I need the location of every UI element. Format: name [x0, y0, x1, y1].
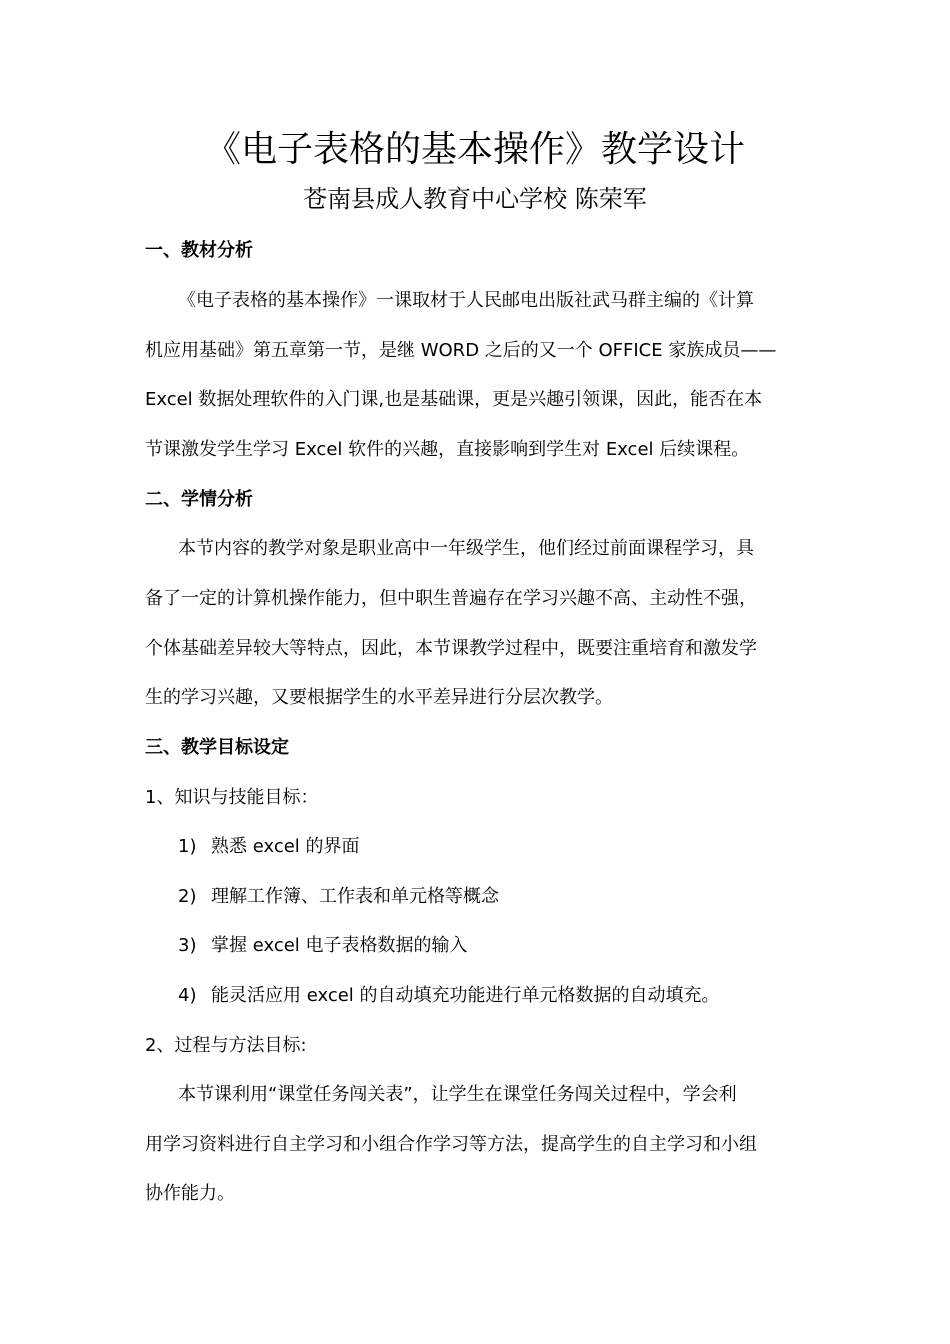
section-heading-textbook-analysis: 一、教材分析 [145, 240, 253, 261]
document-title: 《电子表格的基本操作》教学设计 [204, 129, 745, 170]
paragraph-line: 机应用基础》第五章第一节，是继 WORD 之后的又一个 OFFICE 家族成员—— [145, 340, 777, 361]
paragraph-line: 节课激发学生学习 Excel 软件的兴趣，直接影响到学生对 Excel 后续课程。 [145, 439, 750, 460]
list-item-text: 熟悉 excel 的界面 [211, 836, 360, 857]
list-item [178, 834, 360, 860]
paragraph-line: 本节课利用“课堂任务闯关表”，让学生在课堂任务闯关过程中，学会利 [178, 1084, 737, 1105]
list-item [178, 933, 468, 959]
paragraph-line: 备了一定的计算机操作能力，但中职生普遍存在学习兴趣不高、主动性不强， [145, 588, 757, 609]
list-item-number: 1) [178, 836, 197, 857]
list-item-text: 理解工作簿、工作表和单元格等概念 [211, 886, 499, 907]
paragraph-line: Excel 数据处理软件的入门课,也是基础课，更是兴趣引领课，因此，能否在本 [145, 389, 763, 410]
subsection-label-process-method: 2、过程与方法目标: [145, 1035, 307, 1056]
paragraph-line: 生的学习兴趣，又要根据学生的水平差异进行分层次教学。 [145, 687, 613, 708]
list-item-text: 掌握 excel 电子表格数据的输入 [211, 935, 468, 956]
paragraph-line: 协作能力。 [145, 1183, 235, 1204]
paragraph-line: 本节内容的教学对象是职业高中一年级学生，他们经过前面课程学习，具 [178, 538, 754, 559]
list-item [178, 983, 720, 1009]
paragraph-line: 用学习资料进行自主学习和小组合作学习等方法，提高学生的自主学习和小组 [145, 1134, 757, 1155]
section-heading-learner-analysis: 二、学情分析 [145, 489, 253, 510]
paragraph-line: 《电子表格的基本操作》一课取材于人民邮电出版社武马群主编的《计算 [178, 290, 754, 311]
list-item-number: 4) [178, 985, 197, 1006]
list-item-number: 3) [178, 935, 197, 956]
document-subtitle: 苍南县成人教育中心学校 陈荣军 [303, 185, 647, 213]
subsection-label-knowledge-skills: 1、知识与技能目标： [145, 787, 319, 808]
list-item-number: 2) [178, 886, 197, 907]
section-heading-teaching-goals: 三、教学目标设定 [145, 737, 289, 758]
paragraph-line: 个体基础差异较大等特点，因此，本节课教学过程中，既要注重培育和激发学 [145, 638, 757, 659]
list-item [178, 884, 499, 910]
list-item-text: 能灵活应用 excel 的自动填充功能进行单元格数据的自动填充。 [211, 985, 720, 1006]
